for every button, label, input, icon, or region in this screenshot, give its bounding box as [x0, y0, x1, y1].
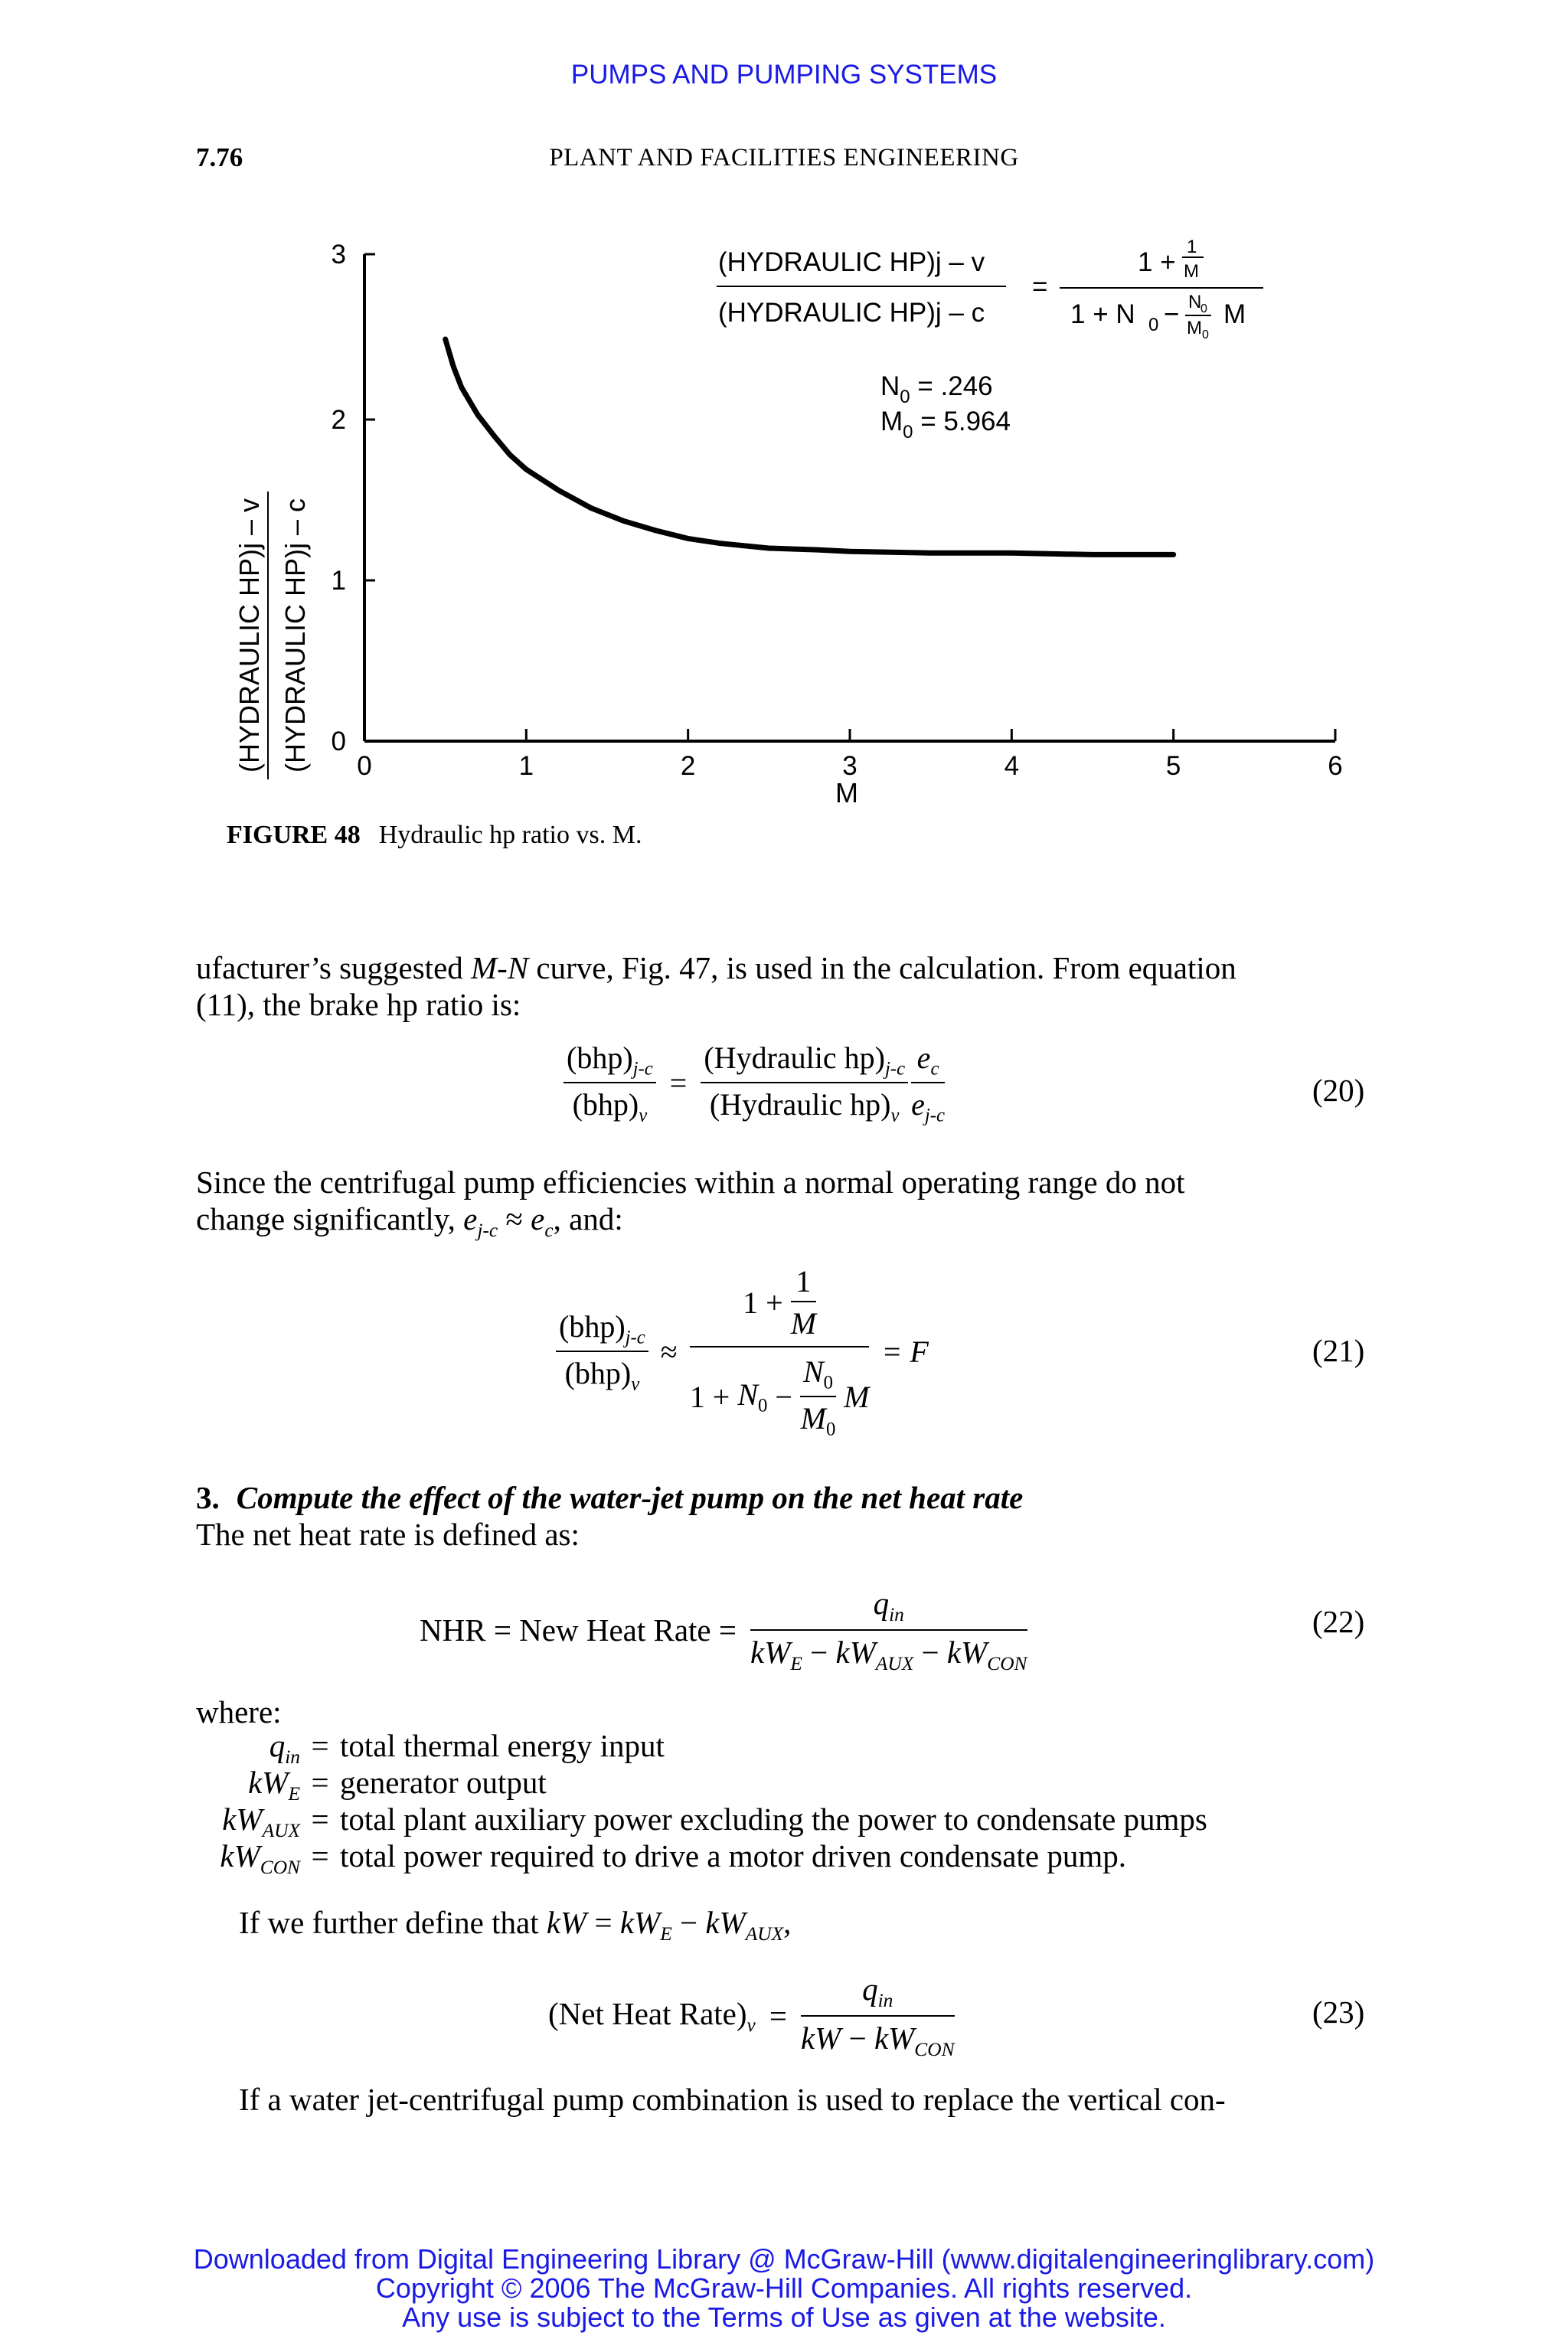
definition-row: $q_{in}$ = total thermal energy input [269, 1728, 665, 1768]
x-tick-label: 1 [518, 751, 534, 781]
svg-text:1 + N: 1 + N [1070, 299, 1135, 329]
figure-caption-text: Hydraulic hp ratio vs. M. [378, 821, 642, 849]
footer-terms: Any use is subject to the Terms of Use as given at the website. [402, 2301, 1166, 2333]
x-tick-label: 3 [842, 751, 858, 781]
definitions-list [196, 1727, 1207, 1878]
section-3-heading: 3. Compute the effect of the water-jet pump on the net heat rate [196, 1480, 1024, 1515]
y-axis-label-denominator: (HYDRAULIC HP)j – c [279, 498, 311, 773]
figure-caption [227, 821, 642, 850]
paragraph-2-line-1: Since the centrifugal pump efficiencies within a normal operating range do not [196, 1165, 1185, 1200]
paragraph-2 [196, 1164, 1372, 1249]
equation-20: $\frac{(bhp)_{j-c}}{(bhp)_v}$ = $\frac{(Hydraulic hp)_{j-c}}{(Hydraulic hp)_v}$ $\frac{e_c}{e_{j-c}}$ [564, 1040, 945, 1126]
running-head[interactable]: PUMPS AND PUMPING SYSTEMS [570, 60, 998, 90]
figure-label: FIGURE 48 [227, 821, 361, 849]
svg-text:0: 0 [1202, 328, 1209, 341]
x-tick-label: 5 [1165, 751, 1181, 781]
equation-23: (Net Heat $Rate)_v$ = $\frac{q_{in}}{kW - kW_{CON}}$ [548, 1971, 955, 2060]
equation-21-number: (21) [1312, 1333, 1365, 1368]
svg-text:1 +: 1 + [1138, 247, 1176, 277]
paragraph-3: The net heat rate is defined as: [196, 1517, 580, 1552]
svg-text:M: M [1223, 299, 1246, 329]
paragraph-1 [196, 949, 1372, 1023]
data-series-line [446, 339, 1174, 554]
x-tick-label: 4 [1004, 751, 1020, 781]
footer-download-link[interactable]: Downloaded from Digital Engineering Library @ McGraw-Hill (www.digitalengineeringlibrary.com) [193, 2243, 1375, 2275]
equation-21: $\frac{(bhp)_{j-c}}{(bhp)_v}$ ≈ 1 + $\frac{1}{M}$ 1 + $N_0$ − $\frac{N_0}{M_0}$ M = F [556, 1263, 929, 1440]
svg-text:0: 0 [1200, 302, 1207, 315]
svg-text:0: 0 [1148, 315, 1159, 335]
definition-row: $kW_E$ = generator output [248, 1765, 547, 1805]
annotation-lhs-numerator: (HYDRAULIC HP)j – v [718, 247, 985, 277]
y-tick-label: 2 [331, 405, 346, 435]
svg-text:M: M [1187, 318, 1202, 338]
svg-text:M: M [1184, 261, 1199, 282]
x-axis-label: M [835, 777, 858, 808]
definition-row: $kW_{AUX}$ = total plant auxiliary power excluding the power to condensate pumps [222, 1802, 1207, 1841]
equation-22-number: (22) [1312, 1604, 1365, 1639]
x-tick-label: 2 [680, 751, 696, 781]
y-tick-label: 3 [331, 240, 346, 270]
equation-20-number: (20) [1312, 1073, 1365, 1108]
y-axis-label-numerator: (HYDRAULIC HP)j – v [234, 498, 265, 773]
hydraulic-hp-ratio-chart [214, 222, 1378, 835]
definition-row: $kW_{CON}$ = total power required to drive a motor driven condensate pump. [220, 1838, 1126, 1878]
paragraph-5: If a water jet-centrifugal pump combination is used to replace the vertical con- [239, 2082, 1226, 2117]
svg-text:1: 1 [1187, 237, 1197, 257]
x-tick-label: 0 [357, 751, 372, 781]
chart-annotation-params [880, 371, 1011, 443]
paragraph-1-line-2: (11), the brake hp ratio is: [196, 987, 521, 1022]
y-axis-label [234, 492, 311, 779]
svg-text:−: − [1164, 299, 1180, 329]
where-label: where: [196, 1694, 282, 1730]
paragraph-4: If we further define that kW = $kW_E - kW_{AUX}$, [239, 1905, 792, 1945]
paragraph-2-line-2: change significantly, $e_{j-c} \approx e_c$, and: [196, 1201, 623, 1241]
annotation-lhs-denominator: (HYDRAULIC HP)j – c [718, 298, 985, 328]
y-tick-label: 0 [331, 727, 346, 756]
annotation-equals: = [1032, 272, 1048, 302]
paragraph-1-line-1: ufacturer’s suggested M-N curve, Fig. 47, is used in the calculation. From equation [196, 950, 1236, 985]
y-tick-label: 1 [331, 566, 346, 596]
footer [0, 2245, 1568, 2332]
equation-23-number: (23) [1312, 1994, 1365, 2030]
svg-text:N: N [1188, 292, 1202, 312]
footer-copyright: Copyright © 2006 The McGraw-Hill Companies. All rights reserved. [375, 2272, 1193, 2304]
book-title: PLANT AND FACILITIES ENGINEERING [549, 144, 1019, 172]
equation-22: NHR = New Heat Rate = $\frac{q_{in}}{kW_E - kW_{AUX} - kW_{CON}}$ [420, 1586, 1027, 1674]
x-tick-label: 6 [1328, 751, 1343, 781]
svg-text:M0 = 5.964: $M_0 = 5.964$ [880, 407, 1011, 443]
svg-text:N0 = .246: $N_0 = .246$ [880, 371, 993, 407]
chart-annotation-equation [717, 237, 1263, 341]
page-number: 7.76 [196, 142, 243, 172]
